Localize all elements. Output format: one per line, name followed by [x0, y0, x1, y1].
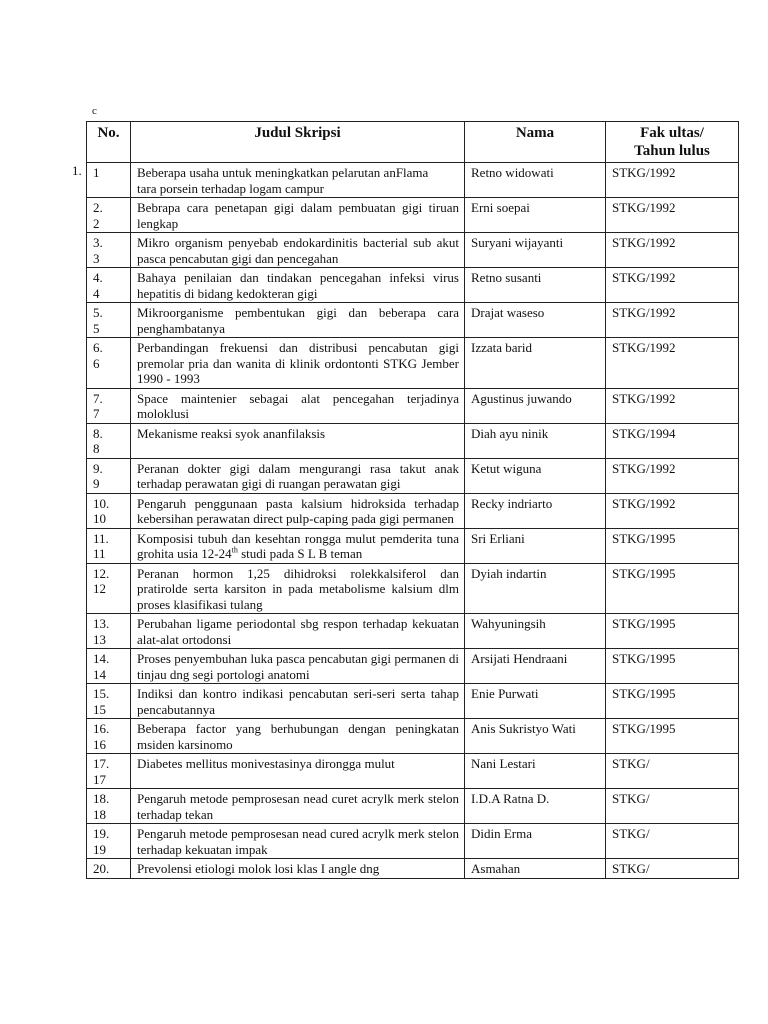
table-row — [87, 493, 739, 528]
faculty-year: STKG/1995 — [606, 563, 739, 614]
table-row — [87, 528, 739, 563]
row-sub-number: 2 — [93, 215, 100, 231]
faculty-year: STKG/1992 — [606, 493, 739, 528]
row-number: 11. — [93, 530, 109, 546]
row-number: 10. — [93, 495, 110, 511]
thesis-title-text: Bahaya penilaian dan tindakan pencegahan infeksi virus hepatitis di bidang kedokteran gigi — [137, 270, 459, 301]
header-judul: Judul Skripsi — [131, 122, 465, 163]
thesis-title-text: Komposisi tubuh dan kesehtan rongga mulut pemderita tuna grohita usia 12-24 — [137, 530, 459, 561]
thesis-title-superscript: th — [231, 545, 238, 555]
table-row — [87, 423, 739, 458]
table-row — [87, 789, 739, 824]
author-name: Suryani wijayanti — [465, 233, 606, 268]
thesis-title-text: Mikro organism penyebab endokardinitis bacterial sub akut pasca pencabutan gigi dan pencegahan — [137, 235, 459, 266]
table-row — [87, 859, 739, 879]
thesis-title-cell — [131, 163, 465, 198]
row-sub-number: 15 — [93, 701, 106, 717]
thesis-title-text: Peranan dokter gigi dalam mengurangi rasa takut anak terhadap perawatan gigi di ruangan perawatan gigi — [137, 460, 459, 491]
thesis-title-cell — [131, 423, 465, 458]
row-sub-number: 10 — [93, 511, 106, 526]
author-name: Anis Sukristyo Wati — [465, 719, 606, 754]
row-number: 7. — [93, 390, 103, 406]
row-number-cell — [87, 824, 131, 859]
thesis-title-text: Mekanisme reaksi syok ananfilaksis — [137, 425, 326, 441]
row-number: 8. — [93, 425, 103, 441]
author-name: I.D.A Ratna D. — [465, 789, 606, 824]
faculty-year: STKG/ — [606, 754, 739, 789]
row-number-cell — [87, 458, 131, 493]
row-sub-number: 5 — [93, 320, 100, 336]
header-fak-line2: Tahun lulus — [634, 143, 710, 159]
thesis-title-text: Pengaruh metode pemprosesan nead cured acrylk merk stelon terhadap kekuatan impak — [137, 826, 459, 857]
faculty-year: STKG/1995 — [606, 649, 739, 684]
author-name: Ketut wiguna — [465, 458, 606, 493]
thesis-title-cell — [131, 614, 465, 649]
faculty-year: STKG/1995 — [606, 684, 739, 719]
faculty-year: STKG/ — [606, 859, 739, 879]
row-number: 6. — [93, 340, 103, 355]
row-number-cell — [87, 338, 131, 389]
thesis-title-cell — [131, 649, 465, 684]
author-name: Recky indriarto — [465, 493, 606, 528]
author-name: Erni soepai — [465, 198, 606, 233]
header-no: No. — [87, 122, 131, 163]
author-name: Drajat waseso — [465, 303, 606, 338]
thesis-title-text: Diabetes mellitus monivestasinya dirongga mulut — [137, 756, 395, 771]
faculty-year: STKG/1995 — [606, 719, 739, 754]
thesis-title-cell — [131, 719, 465, 754]
row-number-cell — [87, 684, 131, 719]
row-number: 13. — [93, 616, 110, 631]
row-number-cell — [87, 754, 131, 789]
thesis-title-text: Beberapa factor yang berhubungan dengan peningkatan msiden karsinomo — [137, 721, 459, 752]
table-row — [87, 754, 739, 789]
row-number-cell — [87, 528, 131, 563]
thesis-title-cell — [131, 493, 465, 528]
row-number: 17. — [93, 756, 110, 771]
table-body — [87, 163, 739, 879]
table-row — [87, 719, 739, 754]
row-sub-number: 19 — [93, 841, 106, 857]
header-fak-line1: Fak ultas/ — [640, 125, 704, 141]
thesis-title-cell — [131, 303, 465, 338]
table-row — [87, 458, 739, 493]
faculty-year: STKG/1992 — [606, 458, 739, 493]
row-number: 16. — [93, 721, 110, 736]
row-number-cell — [87, 649, 131, 684]
thesis-title-text: Indiksi dan kontro indikasi pencabutan seri-seri serta tahap pencabutannya — [137, 686, 459, 717]
faculty-year: STKG/1992 — [606, 303, 739, 338]
author-name: Dyiah indartin — [465, 563, 606, 614]
author-name: Nani Lestari — [465, 754, 606, 789]
thesis-title-text-line2: tara porsein terhadap logam campur — [137, 180, 324, 196]
faculty-year: STKG/1992 — [606, 198, 739, 233]
faculty-year: STKG/1992 — [606, 233, 739, 268]
thesis-table — [86, 121, 739, 879]
faculty-year: STKG/1992 — [606, 268, 739, 303]
row-number-cell — [87, 233, 131, 268]
header-nama: Nama — [465, 122, 606, 163]
faculty-year: STKG/1995 — [606, 614, 739, 649]
faculty-year: STKG/1994 — [606, 423, 739, 458]
author-name: Arsijati Hendraani — [465, 649, 606, 684]
row-sub-number: 11 — [93, 546, 106, 561]
row-number-cell — [87, 423, 131, 458]
thesis-title-cell — [131, 268, 465, 303]
thesis-title-cell — [131, 859, 465, 879]
author-name: Enie Purwati — [465, 684, 606, 719]
table-row — [87, 824, 739, 859]
thesis-title-text: Pengaruh penggunaan pasta kalsium hidroksida terhadap kebersihan perawatan direct pulp-caping pada gigi permanen — [137, 495, 459, 526]
thesis-title-text: Perubahan ligame periodontal sbg respon terhadap kekuatan alat-alat ortodonsi — [137, 616, 459, 647]
thesis-title-text: Mikroorganisme pembentukan gigi dan beberapa cara penghambatanya — [137, 305, 459, 336]
row-number-cell — [87, 198, 131, 233]
thesis-title-text: Peranan hormon 1,25 dihidroksi rolekkalsiferol dan pratirolde serta karsiton in pada metabolisme kalsium dlm proses klasifikasi tulang — [137, 565, 459, 612]
table-row — [87, 338, 739, 389]
row-sub-number: 8 — [93, 441, 100, 456]
thesis-title-text: Beberapa usaha untuk meningkatkan pelarutan anFlama — [137, 165, 429, 180]
thesis-title-cell — [131, 458, 465, 493]
row-sub-number: 16 — [93, 736, 106, 752]
thesis-title-text: Bebrapa cara penetapan gigi dalam pembuatan gigi tiruan lengkap — [137, 200, 459, 231]
author-name: Izzata barid — [465, 338, 606, 389]
author-name: Diah ayu ninik — [465, 423, 606, 458]
thesis-title-cell — [131, 233, 465, 268]
row-sub-number: 7 — [93, 406, 100, 421]
faculty-year: STKG/ — [606, 824, 739, 859]
thesis-title-cell — [131, 388, 465, 423]
row-number-cell — [87, 614, 131, 649]
row-number: 1 — [93, 165, 100, 180]
row-number: 12. — [93, 565, 110, 581]
table-row — [87, 649, 739, 684]
row-number-cell — [87, 303, 131, 338]
faculty-year: STKG/ — [606, 789, 739, 824]
row-number: 9. — [93, 460, 103, 476]
thesis-title-text: Perbandingan frekuensi dan distribusi pencabutan gigi premolar pria dan wanita di klinik ordontonti STKG Jember 1990 - 1993 — [137, 340, 459, 386]
row-number-cell — [87, 388, 131, 423]
faculty-year: STKG/1992 — [606, 388, 739, 423]
thesis-title-text: Proses penyembuhan luka pasca pencabutan gigi permanen di tinjau dng segi portologi anatomi — [137, 651, 459, 682]
header-fak — [606, 122, 739, 163]
thesis-title-text: Pengaruh metode pemprosesan nead curet acrylk merk stelon terhadap tekan — [137, 791, 459, 822]
outer-list-number: 1. — [72, 163, 82, 178]
author-name: Didin Erma — [465, 824, 606, 859]
row-number-cell — [87, 268, 131, 303]
table-row — [87, 163, 739, 198]
row-number-cell — [87, 789, 131, 824]
table-row — [87, 233, 739, 268]
table-row — [87, 614, 739, 649]
row-number: 4. — [93, 270, 103, 285]
header-row — [87, 122, 739, 163]
row-sub-number: 17 — [93, 771, 106, 787]
faculty-year: STKG/1992 — [606, 338, 739, 389]
row-number: 3. — [93, 235, 103, 250]
table-row — [87, 303, 739, 338]
thesis-title-text: Space maintenier sebagai alat pencegahan terjadinya moloklusi — [137, 390, 459, 421]
thesis-title-cell — [131, 198, 465, 233]
faculty-year: STKG/1992 — [606, 163, 739, 198]
row-number-cell — [87, 719, 131, 754]
table-row — [87, 268, 739, 303]
thesis-title-cell — [131, 824, 465, 859]
row-sub-number: 6 — [93, 355, 100, 371]
thesis-title-cell — [131, 684, 465, 719]
row-sub-number: 12 — [93, 581, 106, 596]
row-sub-number: 13 — [93, 631, 106, 647]
row-number-cell — [87, 859, 131, 879]
row-number: 5. — [93, 305, 103, 320]
thesis-title-cell — [131, 338, 465, 389]
row-number-cell — [87, 163, 131, 198]
row-sub-number: 4 — [93, 285, 100, 301]
row-number: 15. — [93, 686, 110, 701]
row-number: 14. — [93, 651, 110, 666]
row-sub-number: 3 — [93, 250, 100, 266]
thesis-title-text-cont: studi pada S L B teman — [237, 546, 363, 561]
author-name: Asmahan — [465, 859, 606, 879]
thesis-title-cell — [131, 528, 465, 563]
row-number: 18. — [93, 791, 110, 806]
thesis-title-cell — [131, 563, 465, 614]
thesis-title-text: Prevolensi etiologi molok losi klas I angle dng — [137, 861, 380, 876]
row-sub-number: 14 — [93, 666, 106, 682]
row-number: 19. — [93, 826, 110, 841]
row-number-cell — [87, 563, 131, 614]
row-number: 2. — [93, 200, 103, 215]
author-name: Retno widowati — [465, 163, 606, 198]
thesis-title-cell — [131, 789, 465, 824]
corner-mark: c — [92, 105, 97, 117]
author-name: Sri Erliani — [465, 528, 606, 563]
row-sub-number: 18 — [93, 806, 106, 822]
row-number: 20. — [93, 861, 110, 876]
table-row — [87, 388, 739, 423]
row-number-cell — [87, 493, 131, 528]
table-row — [87, 684, 739, 719]
author-name: Wahyuningsih — [465, 614, 606, 649]
author-name: Agustinus juwando — [465, 388, 606, 423]
row-sub-number: 9 — [93, 476, 100, 491]
table-row — [87, 563, 739, 614]
author-name: Retno susanti — [465, 268, 606, 303]
table-row — [87, 198, 739, 233]
thesis-title-cell — [131, 754, 465, 789]
faculty-year: STKG/1995 — [606, 528, 739, 563]
